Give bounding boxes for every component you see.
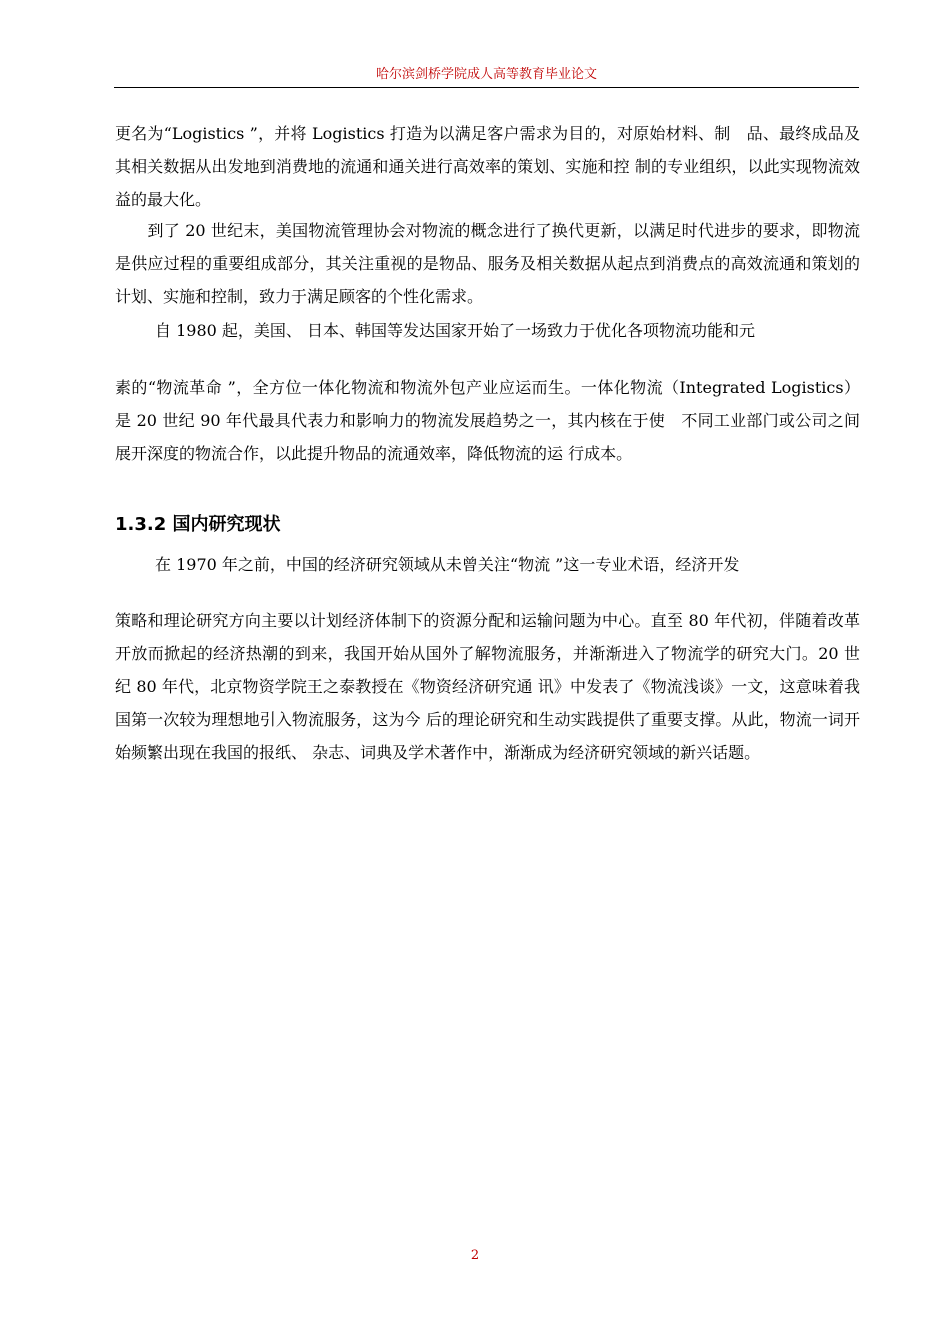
- paragraph-domestic-research: 策略和理论研究方向主要以计划经济体制下的资源分配和运输问题为中心。直至 80 年代初，伴随着改革开放而掀起的经济热潮的到来，我国开始从国外了解物流服务，并渐渐进入了物流学的研究大门。20 世纪 80 年代，北京物资学院王之泰教授在《物资经济研究通 讯》中发表了《物流浅谈》一文，这意味着我国第一次较为理想地引入物流服务，这为今 后的理论研究和生动实践提供了重要支撑。从此，物流一词开始频繁出现在我国的报纸、 杂志、词典及学术著作中，渐渐成为经济研究领域的新兴话题。: [115, 611, 860, 762]
- page-number: 2: [470, 1248, 480, 1263]
- header-title: 哈尔滨剑桥学院成人高等教育毕业论文: [375, 67, 597, 82]
- paragraph-logistics-revolution: 素的“物流革命 ”，全方位一体化物流和物流外包产业应运而生。一体化物流（Integrated Logistics）是 20 世纪 90 年代最具代表力和影响力的物流发展趋势之一，其内核在于使 不同工业部门或公司之间展开深度的物流合作，以此提升物品的流通效率，降低物流的运 行成本。: [115, 378, 860, 463]
- paragraph-1970-start: 在 1970 年之前，中国的经济研究领域从未曾关注“物流 ”这一专业术语，经济开发: [155, 555, 740, 574]
- section-heading: 1.3.2 国内研究现状: [115, 514, 281, 535]
- paragraph-20th-century: 到了 20 世纪末，美国物流管理协会对物流的概念进行了换代更新，以满足时代进步的要求，即物流是供应过程的重要组成部分，其关注重视的是物品、服务及相关数据从起点到消费点的高效流通和策划的计划、实施和控制，致力于满足顾客的个性化需求。: [115, 221, 860, 306]
- page-header: [114, 58, 859, 88]
- paragraph-logistics-definition: 更名为“Logistics ”，并将 Logistics 打造为以满足客户需求为目的，对原始材料、制 品、最终成品及其相关数据从出发地到消费地的流通和通关进行高效率的策划、实施和控 制的专业组织，以此实现物流效益的最大化。: [115, 124, 860, 209]
- paragraph-1980-start: 自 1980 起，美国、 日本、韩国等发达国家开始了一场致力于优化各项物流功能和元: [155, 321, 755, 340]
